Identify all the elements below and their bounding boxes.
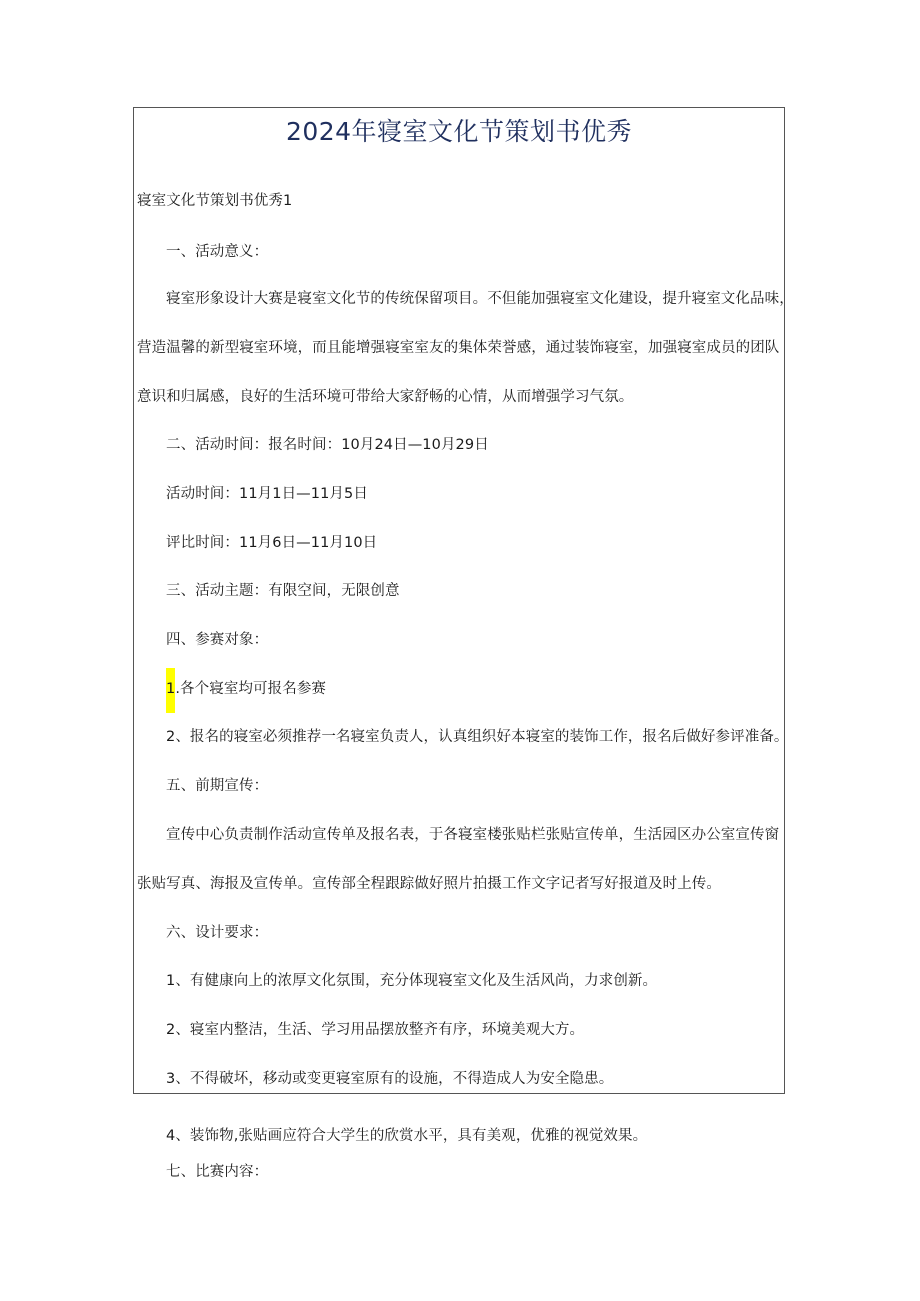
section2-line1: 二、活动时间：报名时间：10月24日—10月29日 bbox=[166, 437, 489, 453]
section6-item2: 2、寝室内整洁，生活、学习用品摆放整齐有序，环境美观大方。 bbox=[166, 1022, 585, 1038]
section2-line3: 评比时间：11月6日—11月10日 bbox=[166, 535, 378, 551]
section2-line2: 活动时间：11月1日—11月5日 bbox=[166, 486, 368, 502]
section6-item4: 4、装饰物,张贴画应符合大学生的欣赏水平，具有美观，优雅的视觉效果。 bbox=[166, 1128, 648, 1144]
section1-heading: 一、活动意义： bbox=[166, 244, 269, 260]
section1-para-line3: 意识和归属感，良好的生活环境可带给大家舒畅的心情，从而增强学习气氛。 bbox=[137, 389, 634, 405]
section4-heading: 四、参赛对象： bbox=[166, 632, 269, 648]
document-title: 2024年寝室文化节策划书优秀 bbox=[285, 117, 633, 146]
section4-item1-text: .各个寝室均可报名参赛 bbox=[175, 681, 327, 697]
section1-para-line1: 寝室形象设计大赛是寝室文化节的传统保留项目。不但能加强寝室文化建设，提升寝室文化品味， bbox=[166, 291, 794, 307]
section1-para-line2: 营造温馨的新型寝室环境，而且能增强寝室室友的集体荣誉感，通过装饰寝室，加强寝室成员的团队 bbox=[137, 340, 780, 356]
section7-heading: 七、比赛内容： bbox=[166, 1164, 269, 1180]
section6-item1: 1、有健康向上的浓厚文化氛围，充分体现寝室文化及生活风尚，力求创新。 bbox=[166, 973, 658, 989]
highlight-number: 1 bbox=[166, 668, 175, 713]
section6-item3: 3、不得破坏，移动或变更寝室原有的设施，不得造成人为安全隐患。 bbox=[166, 1071, 614, 1087]
section3-line: 三、活动主题：有限空间，无限创意 bbox=[166, 583, 400, 599]
section4-item1 bbox=[166, 678, 326, 713]
section4-item2: 2、报名的寝室必须推荐一名寝室负责人，认真组织好本寝室的装饰工作，报名后做好参评准备。 bbox=[166, 729, 789, 745]
section5-para-line1: 宣传中心负责制作活动宣传单及报名表，于各寝室楼张贴栏张贴宣传单，生活园区办公室宣传窗 bbox=[166, 827, 780, 843]
section6-heading: 六、设计要求： bbox=[166, 925, 269, 941]
section5-para-line2: 张贴写真、海报及宣传单。宣传部全程跟踪做好照片拍摄工作文字记者写好报道及时上传。 bbox=[137, 876, 721, 892]
section5-heading: 五、前期宣传： bbox=[166, 778, 269, 794]
subtitle: 寝室文化节策划书优秀1 bbox=[137, 193, 293, 209]
